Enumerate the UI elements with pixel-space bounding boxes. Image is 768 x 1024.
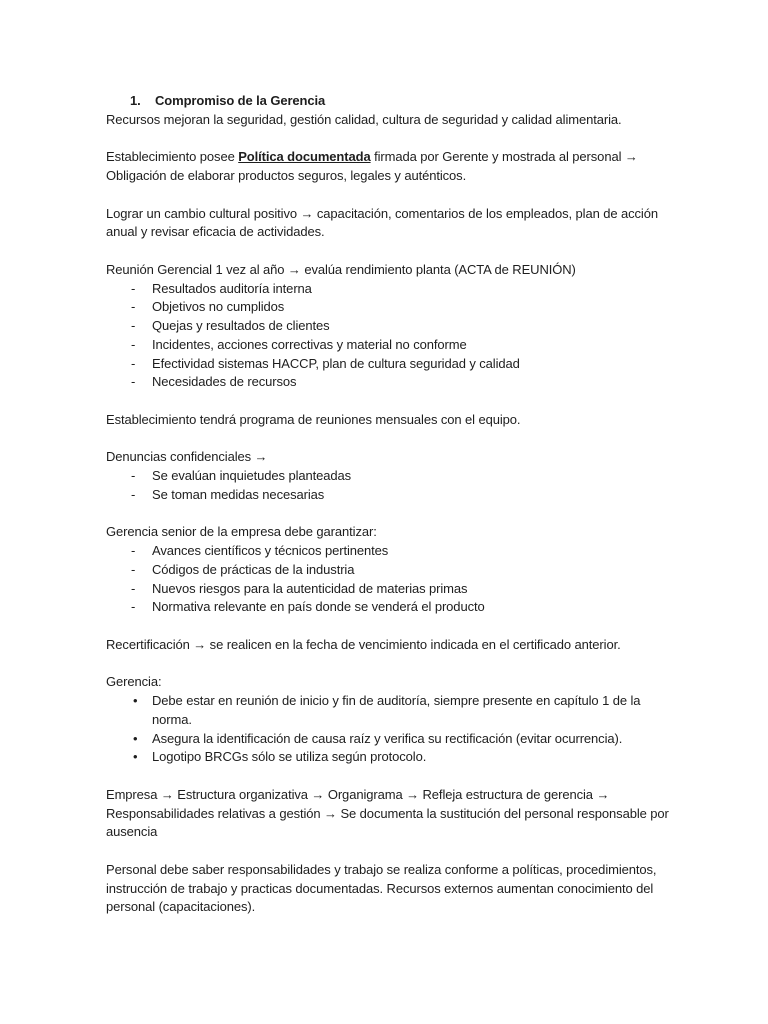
list-item-text: Quejas y resultados de clientes [152, 318, 330, 333]
bullet-item-line: Debe estar en reunión de inicio y fin de auditoría, siempre presente en capítulo 1 de la [152, 693, 641, 708]
policy-line [106, 148, 756, 167]
list-item-text: Se evalúan inquietudes planteadas [152, 468, 352, 483]
list-item-text: Normativa relevante en país donde se venderá el producto [152, 599, 485, 615]
section-heading [106, 92, 756, 111]
personnel-line: Personal debe saber responsabilidades y trabajo se realiza conforme a políticas, procedimientos, [106, 861, 657, 877]
section-title: Compromiso de la Gerencia [155, 93, 326, 108]
bullet-marker: • [133, 730, 138, 746]
culture-paragraph [106, 205, 756, 243]
bullet-item-text [106, 730, 756, 749]
personnel-line: personal (capacitaciones). [106, 899, 256, 915]
structure-line: Responsabilidades relativas a gestión → Se documenta la sustitución del personal responsable por [106, 805, 669, 821]
bullet-item-text [106, 748, 756, 767]
structure-line: ausencia [106, 824, 158, 840]
dash-marker: - [131, 599, 136, 615]
list-item-text: Nuevos riesgos para la autenticidad de materias primas [152, 580, 468, 596]
bullet-item-line: Logotipo BRCGs sólo se utiliza según protocolo. [152, 749, 427, 765]
bullet-item-line: Asegura la identificación de causa raíz y verifica su rectificación (evitar ocurrencia). [152, 730, 623, 746]
personnel-paragraph [106, 861, 756, 917]
monthly-paragraph [106, 411, 756, 430]
list-item [106, 355, 756, 374]
policy-emphasis: Política documentada [238, 149, 371, 165]
bullet-item-line: norma. [152, 711, 192, 727]
list-item-text: Incidentes, acciones correctivas y material no conforme [152, 336, 467, 352]
complaints-intro: Denuncias confidenciales → [106, 449, 268, 465]
meeting-block [106, 261, 756, 392]
policy-paragraph [106, 148, 756, 186]
recertification-paragraph [106, 636, 756, 655]
dash-marker: - [131, 280, 136, 296]
list-item [106, 561, 756, 580]
list-item [106, 467, 756, 486]
list-item [106, 373, 756, 392]
senior-block [106, 523, 756, 617]
list-item [106, 486, 756, 505]
meeting-topics-list [106, 280, 756, 393]
management-block [106, 673, 756, 767]
senior-list [106, 542, 756, 617]
list-item [106, 317, 756, 336]
meeting-intro: Reunión Gerencial 1 vez al año → evalúa rendimiento planta (ACTA de REUNIÓN) [106, 261, 576, 277]
dash-marker: - [131, 543, 136, 558]
list-item [106, 598, 756, 617]
policy-line-2: Obligación de elaborar productos seguros, legales y auténticos. [106, 168, 467, 183]
list-item-text: Códigos de prácticas de la industria [152, 561, 355, 577]
bullet-marker: • [133, 693, 138, 708]
dash-marker: - [131, 561, 136, 577]
list-item [106, 280, 756, 299]
dash-marker: - [131, 468, 136, 483]
dash-marker: - [131, 299, 136, 315]
list-item [106, 336, 756, 355]
bullet-marker: • [133, 749, 138, 765]
senior-intro: Gerencia senior de la empresa debe garantizar: [106, 524, 377, 540]
dash-marker: - [131, 355, 136, 371]
section-number: 1. [130, 93, 141, 108]
complaints-list [106, 467, 756, 505]
list-item [106, 580, 756, 599]
structure-line: Empresa → Estructura organizativa → Organigrama → Refleja estructura de gerencia → [106, 786, 610, 802]
section-intro [106, 92, 756, 130]
dash-marker: - [131, 580, 136, 596]
resources-text: Recursos mejoran la seguridad, gestión calidad, cultura de seguridad y calidad alimentaria. [106, 111, 622, 127]
bullet-item-text [106, 692, 756, 730]
culture-line: Lograr un cambio cultural positivo → capacitación, comentarios de los empleados, plan de acción [106, 205, 658, 221]
list-item-text: Necesidades de recursos [152, 374, 297, 390]
list-item-text: Se toman medidas necesarias [152, 486, 325, 502]
policy-suffix: firmada por Gerente y mostrada al personal → [370, 149, 638, 165]
structure-paragraph [106, 786, 756, 842]
list-item [106, 542, 756, 561]
management-intro: Gerencia: [106, 674, 162, 690]
list-item-text: Resultados auditoría interna [152, 280, 312, 296]
policy-prefix: Establecimiento posee [106, 149, 239, 165]
dash-marker: - [131, 486, 136, 502]
bullet-item [106, 748, 756, 767]
list-item-text: Objetivos no cumplidos [152, 299, 285, 315]
management-list [106, 692, 756, 767]
monthly-text: Establecimiento tendrá programa de reuniones mensuales con el equipo. [106, 411, 521, 427]
dash-marker: - [131, 336, 136, 352]
document-body [106, 92, 756, 936]
list-item-text: Avances científicos y técnicos pertinentes [152, 543, 389, 558]
personnel-line: instrucción de trabajo y practicas documentadas. Recursos externos aumentan conocimiento del [106, 880, 654, 896]
culture-line: anual y revisar eficacia de actividades. [106, 224, 325, 240]
dash-marker: - [131, 374, 136, 390]
dash-marker: - [131, 318, 136, 333]
list-item-text: Efectividad sistemas HACCP, plan de cultura seguridad y calidad [152, 355, 520, 371]
recertification-text: Recertificación → se realicen en la fecha de vencimiento indicada en el certificado anterior. [106, 636, 621, 652]
list-item [106, 298, 756, 317]
bullet-item [106, 692, 756, 730]
bullet-item [106, 730, 756, 749]
complaints-block [106, 448, 756, 504]
